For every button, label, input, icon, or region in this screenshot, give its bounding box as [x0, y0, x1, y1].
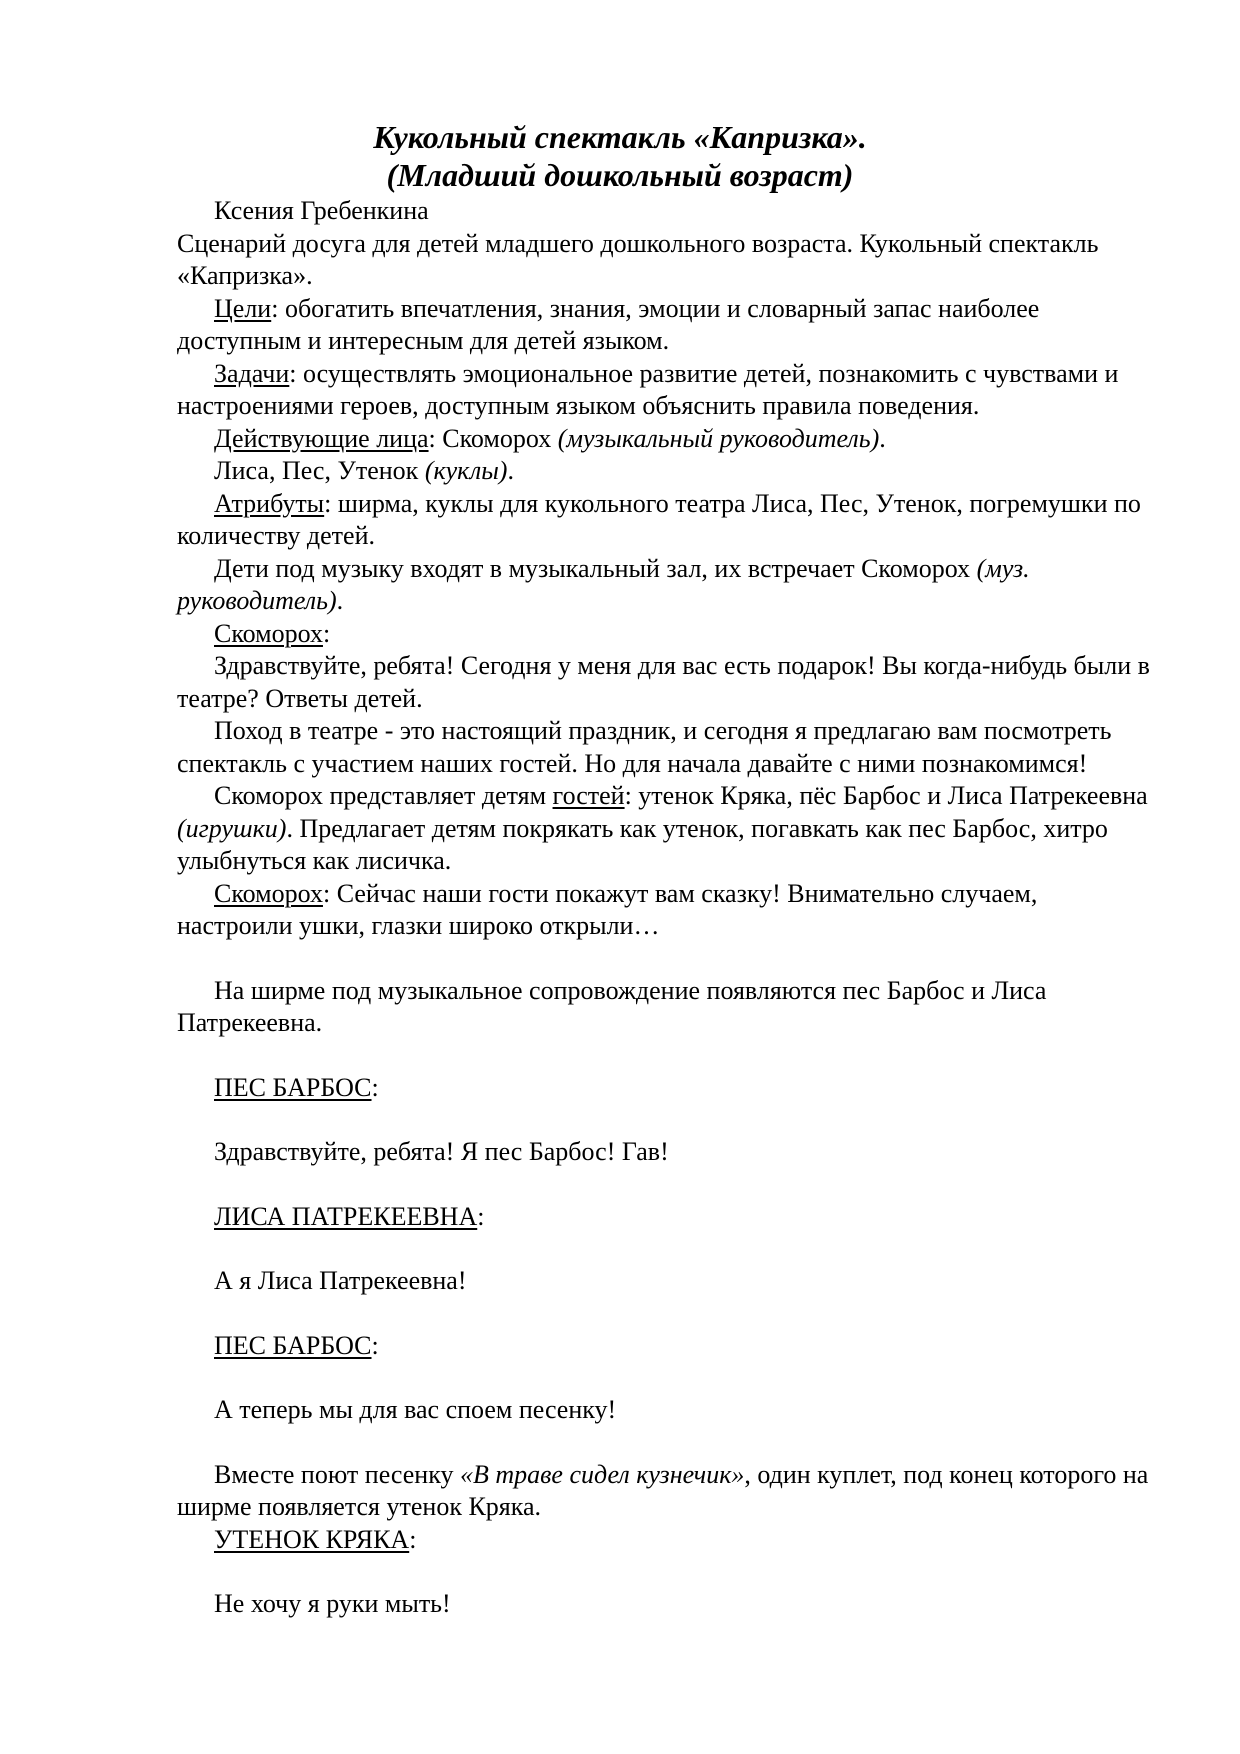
tasks-paragraph — [177, 358, 1152, 423]
title-line-1: Кукольный спектакль «Капризка». — [373, 119, 867, 155]
screen-paragraph: На ширме под музыкальное сопровождение появляются пес Барбос и Лиса Патрекеевна. — [177, 975, 1047, 1037]
barbos-speaker-1 — [177, 1072, 1152, 1105]
lisa-line-1: А я Лиса Патрекеевна! — [214, 1266, 467, 1295]
barbos-colon-2: : — [371, 1330, 379, 1360]
puppets-end: . — [507, 456, 514, 485]
characters-note: (музыкальный руководитель) — [557, 423, 880, 453]
barbos-label-1: ПЕС БАРБОС — [214, 1072, 372, 1102]
author: Ксения Гребенкина — [214, 196, 429, 225]
title-line-2: (Младший дошкольный возраст) — [386, 157, 854, 193]
puppets-note: (куклы) — [424, 456, 508, 485]
skomorokh-speaker — [177, 618, 1152, 651]
characters-paragraph — [177, 423, 1152, 456]
barbos-line-1: Здравствуйте, ребята! Я пес Барбос! Гав! — [214, 1137, 669, 1166]
skomorokh-label-2: Скоморох — [214, 878, 323, 908]
skomorokh-colon: : — [322, 618, 331, 648]
goals-paragraph — [177, 293, 1152, 358]
skomorokh-label: Скоморох — [214, 618, 323, 648]
lisa-colon: : — [477, 1201, 485, 1231]
attributes-text: : ширма, куклы для кукольного театра Лиса, Пес, Утенок, погремушки по количеству детей. — [177, 488, 1141, 550]
song-name: «В траве сидел кузнечик» — [459, 1459, 745, 1489]
goals-label: Цели — [214, 293, 272, 323]
entrance-paragraph — [177, 553, 1152, 618]
kryaka-label: УТЕНОК КРЯКА — [214, 1524, 410, 1554]
song-paragraph — [177, 1459, 1152, 1524]
barbos-label-2: ПЕС БАРБОС — [214, 1330, 372, 1360]
song-end: , один куплет, под конец которого на ширме появляется утенок Кряка. — [177, 1459, 1149, 1521]
barbos-line-2: А теперь мы для вас споем песенку! — [214, 1395, 617, 1424]
entrance-end: . — [336, 586, 344, 615]
puppets-paragraph — [177, 455, 1152, 488]
goals-text: : обогатить впечатления, знания, эмоции и словарный запас наиболее доступным и интересным для детей языком. — [177, 293, 1040, 355]
puppets-text: Лиса, Пес, Утенок — [214, 456, 425, 485]
present-paragraph — [177, 780, 1152, 878]
theatre-paragraph: Поход в театре - это настоящий праздник, и сегодня я предлагаю вам посмотреть спектакль с участием наших гостей. Но для начала давайте с ними познакомимся! — [177, 716, 1112, 778]
lisa-label: ЛИСА ПАТРЕКЕЕВНА — [214, 1201, 478, 1231]
document-title — [0, 118, 1240, 194]
characters-text: : Скоморох — [428, 423, 558, 453]
present-start: Скоморох представляет детям — [214, 781, 553, 810]
lisa-speaker — [177, 1201, 1152, 1234]
greeting-paragraph: Здравствуйте, ребята! Сегодня у меня для вас есть подарок! Вы когда-нибудь были в театре? Ответы детей. — [177, 651, 1150, 713]
kryaka-line-1: Не хочу я руки мыть! — [214, 1589, 451, 1618]
tasks-text: : осуществлять эмоциональное развитие детей, познакомить с чувствами и настроениями героев, доступным языком объяснить правила поведения. — [177, 358, 1119, 420]
present-mid: : утенок Кряка, пёс Барбос и Лиса Патрекеевна — [624, 781, 1148, 810]
skomorokh-line-paragraph — [177, 878, 1152, 943]
skomorokh-line: : Сейчас наши гости покажут вам сказку! Внимательно случаем, настроили ушки, глазки широко открыли… — [177, 878, 1038, 940]
kryaka-speaker — [177, 1524, 1152, 1557]
characters-label: Действующие лица — [214, 423, 429, 453]
present-note: (игрушки) — [177, 813, 287, 843]
attributes-paragraph — [177, 488, 1152, 553]
present-label: гостей — [552, 781, 625, 810]
document-body — [177, 195, 1152, 1621]
kryaka-colon: : — [409, 1524, 417, 1554]
present-end: . Предлагает детям покрякать как утенок, погавкать как пес Барбос, хитро улыбнуться как лисичка. — [177, 813, 1108, 875]
entrance-text: Дети под музыку входят в музыкальный зал, их встречает Скоморох — [214, 553, 977, 583]
barbos-colon-1: : — [371, 1072, 379, 1102]
characters-end: . — [879, 423, 886, 453]
barbos-speaker-2 — [177, 1330, 1152, 1363]
intro-paragraph: Сценарий досуга для детей младшего дошкольного возраста. Кукольный спектакль «Капризка». — [177, 228, 1099, 290]
tasks-label: Задачи — [214, 358, 290, 388]
song-start: Вместе поют песенку — [214, 1459, 460, 1489]
entrance-note: (муз. руководитель) — [177, 553, 1030, 615]
attributes-label: Атрибуты — [214, 488, 325, 518]
